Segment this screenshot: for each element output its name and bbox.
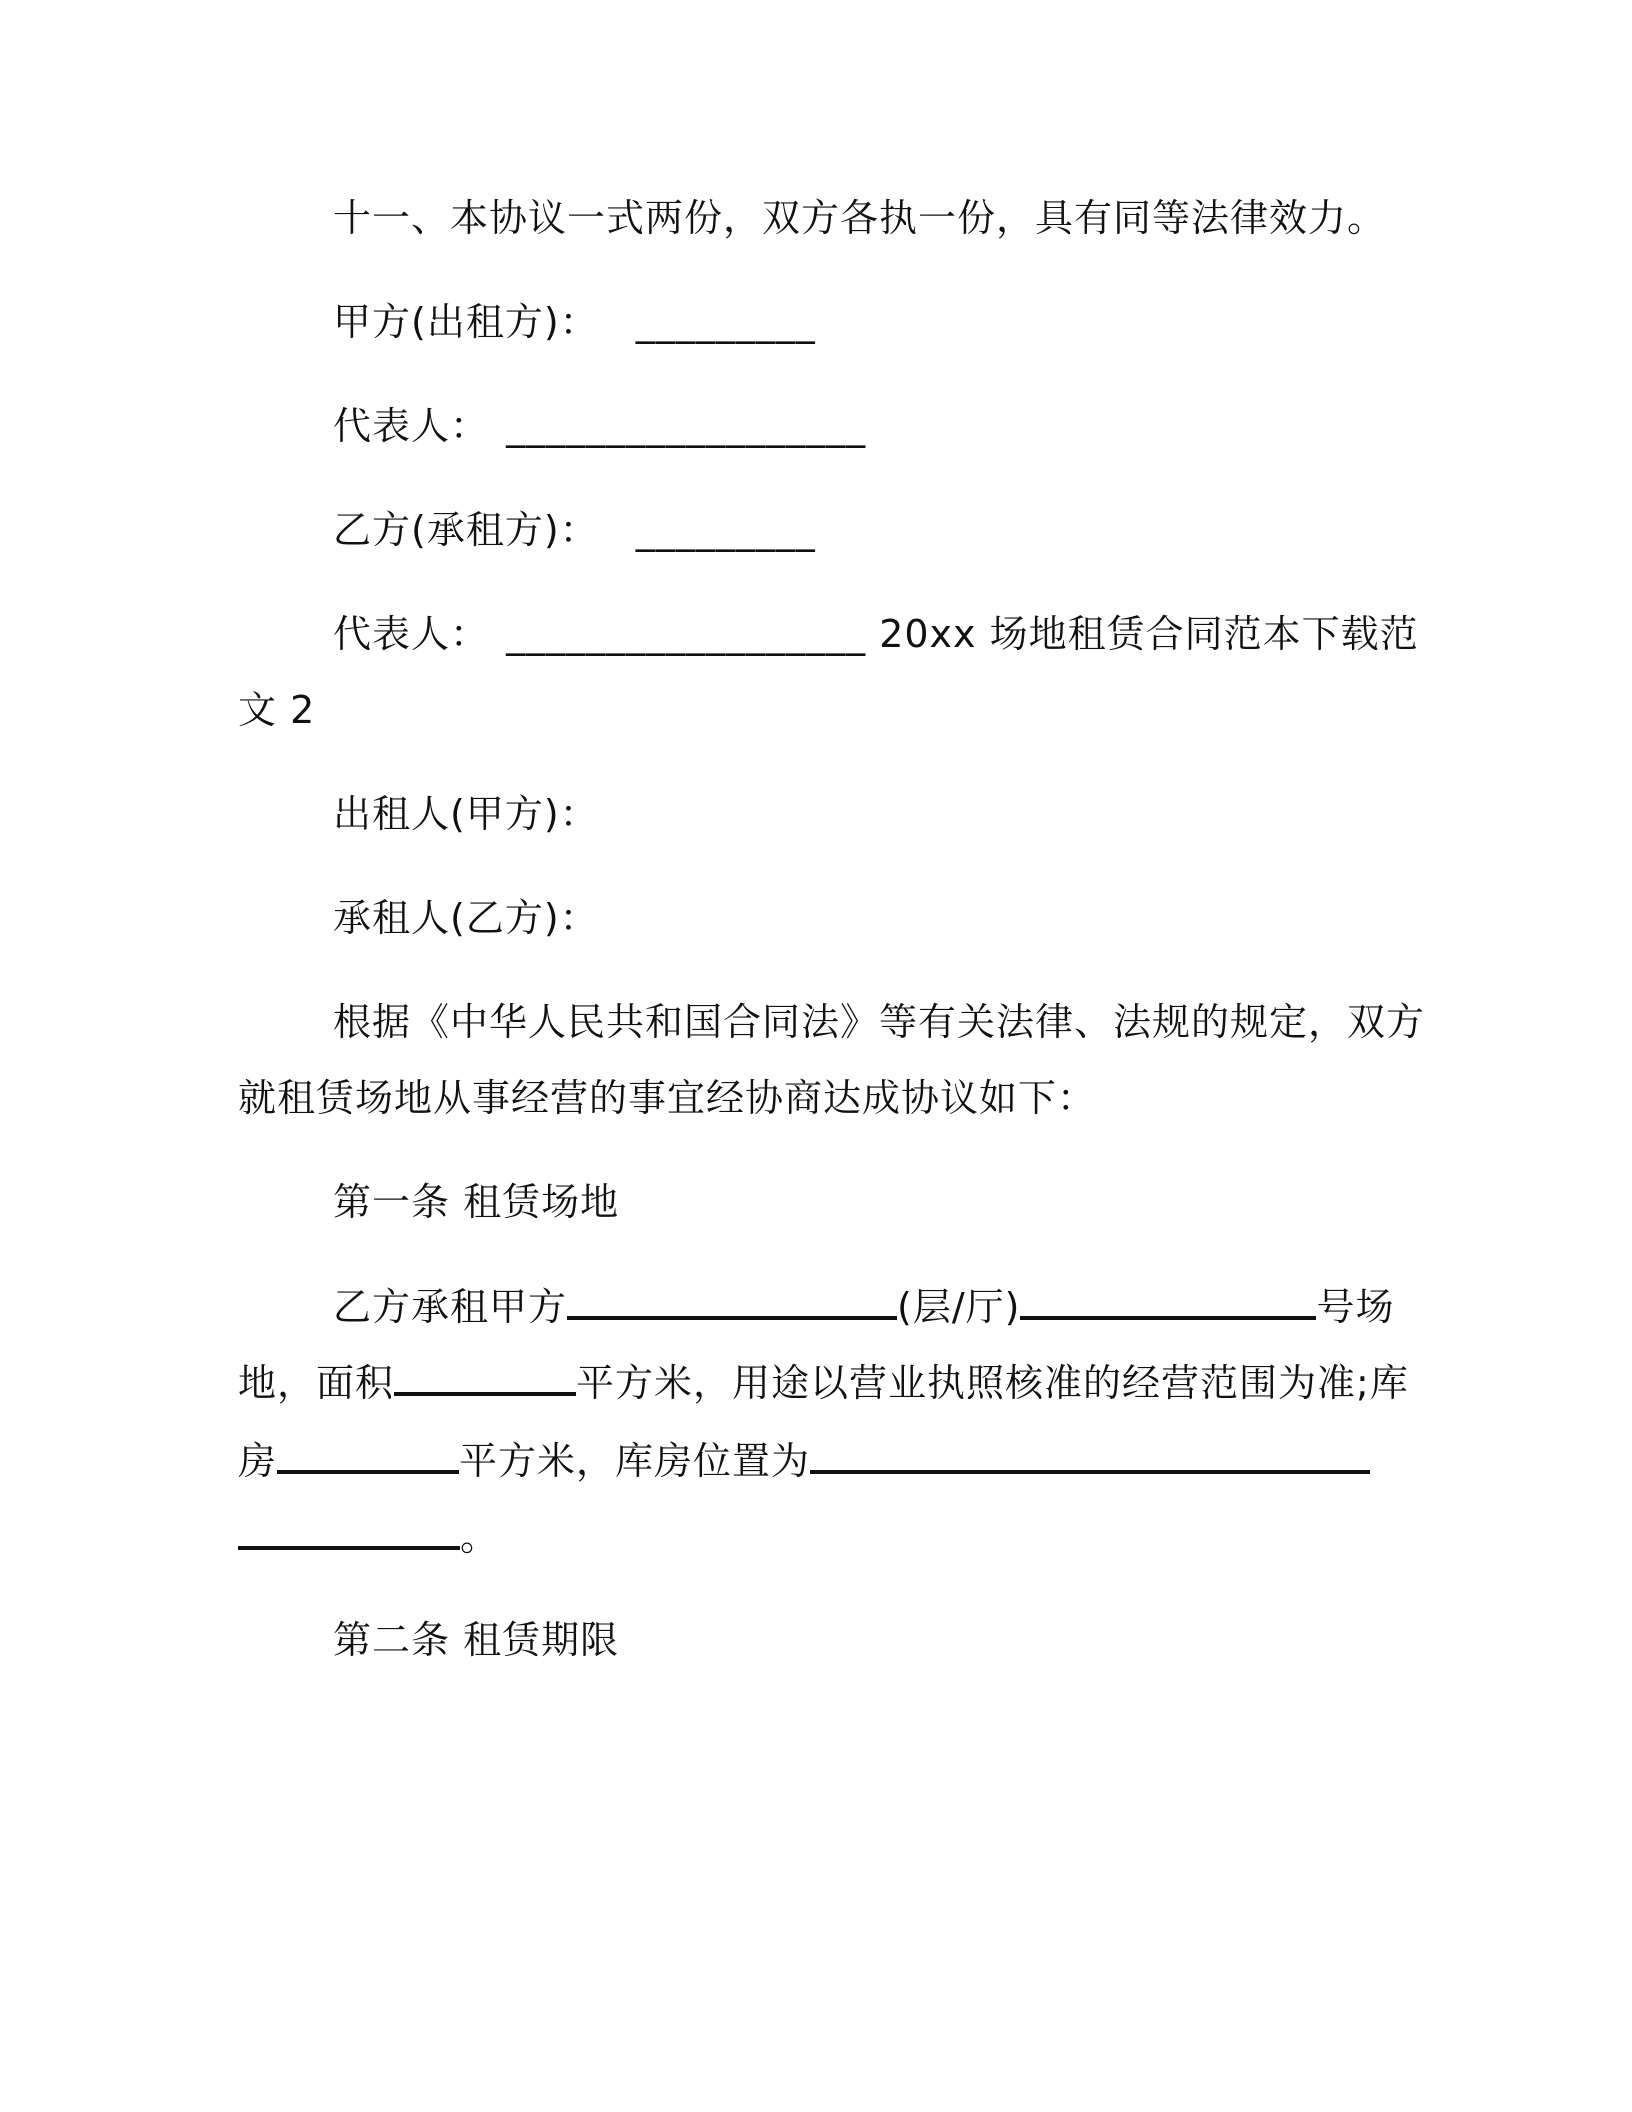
party-b-line	[333, 506, 816, 554]
next-document-title-continued	[238, 686, 315, 734]
representative-line-2	[333, 610, 1419, 658]
representative-line-1	[333, 402, 866, 450]
site-number-blank	[1020, 1282, 1316, 1320]
article-1-text-a: 乙方承租甲方	[333, 1285, 568, 1329]
floor-hall-label: (层/厅)	[897, 1285, 1021, 1329]
lessor-line	[333, 790, 599, 838]
warehouse-location-blank-continued	[238, 1512, 460, 1550]
party-b-blank: _________	[635, 508, 816, 552]
article-1-line-1	[333, 1282, 1395, 1331]
lessor-label: 出租人(甲方)：	[333, 792, 599, 836]
representative-label-1: 代表人：	[333, 404, 490, 448]
party-b-label: 乙方(承租方)：	[333, 508, 599, 552]
representative-blank-1: __________________	[506, 404, 867, 448]
area-blank	[394, 1358, 576, 1396]
article-1-text-b: 号场	[1316, 1285, 1395, 1329]
article-1-line-3	[238, 1436, 1370, 1485]
article-1-usage-text: 平方米，用途以营业执照核准的经营范围为准;库	[576, 1361, 1409, 1405]
party-a-blank: _________	[635, 300, 816, 344]
representative-label-2: 代表人：	[333, 612, 490, 656]
warehouse-location-blank	[810, 1436, 1370, 1474]
lessee-line	[333, 894, 599, 942]
article-1-area-label: 地，面积	[238, 1361, 395, 1405]
intro-line-1	[333, 998, 1425, 1046]
article-1-title: 第一条 租赁场地	[333, 1180, 620, 1224]
warehouse-location-label: 平方米，库房位置为	[459, 1439, 811, 1483]
warehouse-area-blank	[277, 1436, 459, 1474]
intro-text-1: 根据《中华人民共和国合同法》等有关法律、法规的规定，双方	[333, 1000, 1426, 1044]
intro-text-2: 就租赁场地从事经营的事宜经协商达成协议如下：	[238, 1076, 1097, 1120]
article-1-end-period: 。	[460, 1515, 500, 1559]
article-1-line-4	[238, 1512, 499, 1561]
article-1-line-2	[238, 1358, 1409, 1407]
next-document-title-end: 文 2	[238, 688, 316, 732]
party-a-line	[333, 298, 816, 346]
party-a-label: 甲方(出租方)：	[333, 300, 599, 344]
next-document-title: 20xx 场地租赁合同范本下载范	[879, 612, 1419, 656]
lessee-label: 承租人(乙方)：	[333, 896, 599, 940]
clause-11	[333, 194, 1386, 242]
article-1-heading	[333, 1178, 619, 1226]
representative-blank-2: __________________	[506, 612, 867, 656]
article-2-heading	[333, 1616, 619, 1664]
floor-blank	[567, 1282, 897, 1320]
article-2-title: 第二条 租赁期限	[333, 1618, 620, 1662]
clause-11-text: 十一、本协议一式两份，双方各执一份，具有同等法律效力。	[333, 196, 1387, 240]
warehouse-label: 房	[238, 1439, 278, 1483]
intro-line-2	[238, 1074, 1096, 1122]
